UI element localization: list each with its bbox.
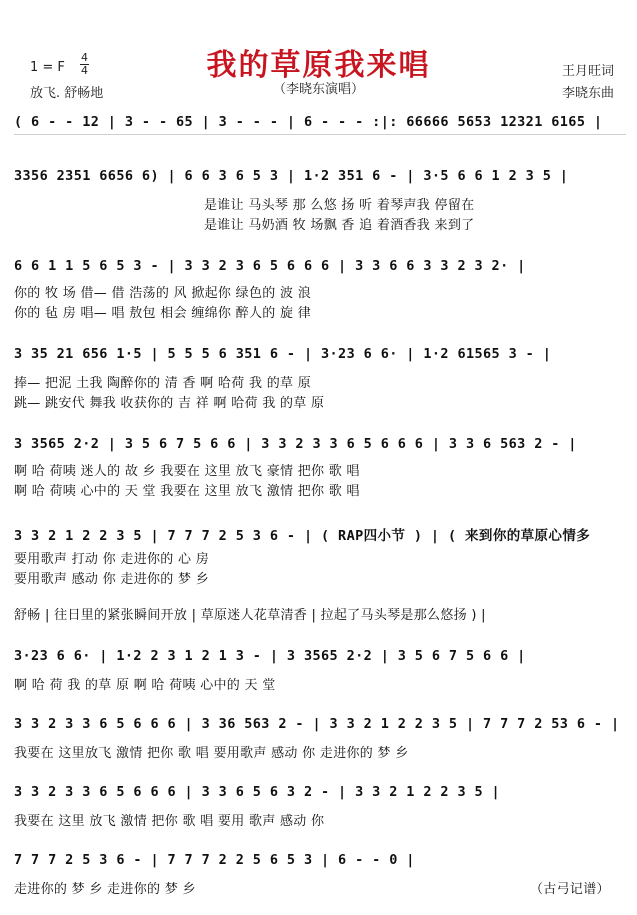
row-rule <box>14 134 626 135</box>
lyric-row-6-verse-1: 要用歌声 打动 你 走进你的 心 房 <box>14 552 210 567</box>
transcriber-credit: （古弓记谱） <box>530 882 610 897</box>
lyric-row-3-verse-1: 你的 牧 场 借— 借 浩荡的 风 掀起你 绿色的 波 浪 <box>14 286 312 301</box>
lyric-row-5-verse-1: 啊 哈 荷咦 迷人的 故 乡 我要在 这里 放飞 豪情 把你 歌 唱 <box>14 464 360 479</box>
lyric-row-4-verse-1: 捧— 把泥 土我 陶醉你的 清 香 啊 哈荷 我 的草 原 <box>14 376 312 391</box>
time-numerator: 4 <box>81 51 88 64</box>
lyric-row-3-verse-2: 你的 毡 房 唱— 唱 敖包 相会 缠绵你 醉人的 旋 律 <box>14 306 312 321</box>
tempo-marking: 放飞. 舒畅地 <box>30 86 104 101</box>
lyric-row-8: 啊 哈 荷 我 的草 原 啊 哈 荷咦 心中的 天 堂 <box>14 678 276 693</box>
lyric-row-10: 我要在 这里 放飞 激情 把你 歌 唱 要用 歌声 感动 你 <box>14 814 325 829</box>
notation-row-9: 3 3 2 3 3 6 5 6 6 6 | 3 36 563 2 - | 3 3 2 1 2 2 3 5 | 7 7 7 2 53 6 - | <box>14 716 620 732</box>
notation-row-5: 3 3565 2·2 | 3 5 6 7 5 6 6 | 3 3 2 3 3 6 5 6 6 6 | 3 3 6 563 2 - | <box>14 436 577 452</box>
lyric-row-9: 我要在 这里放飞 激情 把你 歌 唱 要用歌声 感动 你 走进你的 梦 乡 <box>14 746 409 761</box>
lyric-row-2-verse-1: 是谁让 马头琴 那 么悠 扬 听 着琴声我 停留在 <box>204 198 475 213</box>
notation-row-2: 3356 2351 6656 6) | 6 6 3 6 5 3 | 1·2 351 6 - | 3·5 6 6 1 2 3 5 | <box>14 168 569 184</box>
composer-credit: 李晓东曲 <box>562 86 615 101</box>
lyric-row-6-verse-2: 要用歌声 感动 你 走进你的 梦 乡 <box>14 572 210 587</box>
notation-row-1: ( 6 - - 12 | 3 - - 65 | 3 - - - | 6 - - - :|: 66666 5653 12321 6165 | <box>14 114 603 130</box>
lyric-row-11: 走进你的 梦 乡 走进你的 梦 乡 <box>14 882 196 897</box>
time-denominator: 4 <box>81 64 88 77</box>
lyricist-credit: 王月旺词 <box>562 64 615 79</box>
notation-row-11: 7 7 7 2 5 3 6 - | 7 7 7 2 2 5 6 5 3 | 6 - - 0 | <box>14 852 415 868</box>
lyric-row-4-verse-2: 跳— 跳安代 舞我 收获你的 吉 祥 啊 哈荷 我 的草 原 <box>14 396 325 411</box>
performer-subtitle: （李晓东演唱） <box>272 82 364 97</box>
time-signature <box>80 52 89 76</box>
notation-row-6: 3 3 2 1 2 2 3 5 | 7 7 7 2 5 3 6 - | ( RAP四小节 ) | ( 来到你的草原心情多 <box>14 528 591 544</box>
key-signature: 1 = F <box>30 60 65 75</box>
song-title: 我的草原我来唱 <box>206 48 431 83</box>
lyric-row-5-verse-2: 啊 哈 荷咦 心中的 天 堂 我要在 这里 放飞 激情 把你 歌 唱 <box>14 484 360 499</box>
notation-row-4: 3 35 21 656 1·5 | 5 5 5 6 351 6 - | 3·23 6 6· | 1·2 61565 3 - | <box>14 346 552 362</box>
rap-lyric-row: 舒畅 | 往日里的紧张瞬间开放 | 草原迷人花草清香 | 拉起了马头琴是那么悠扬 ) | <box>14 608 486 623</box>
notation-row-3: 6 6 1 1 5 6 5 3 - | 3 3 2 3 6 5 6 6 6 | 3 3 6 6 3 3 2 3 2· | <box>14 258 526 274</box>
notation-row-8: 3·23 6 6· | 1·2 2 3 1 2 1 3 - | 3 3565 2·2 | 3 5 6 7 5 6 6 | <box>14 648 526 664</box>
notation-row-10: 3 3 2 3 3 6 5 6 6 6 | 3 3 6 5 6 3 2 - | 3 3 2 1 2 2 3 5 | <box>14 784 501 800</box>
lyric-row-2-verse-2: 是谁让 马奶酒 牧 场飘 香 追 着酒香我 来到了 <box>204 218 475 233</box>
